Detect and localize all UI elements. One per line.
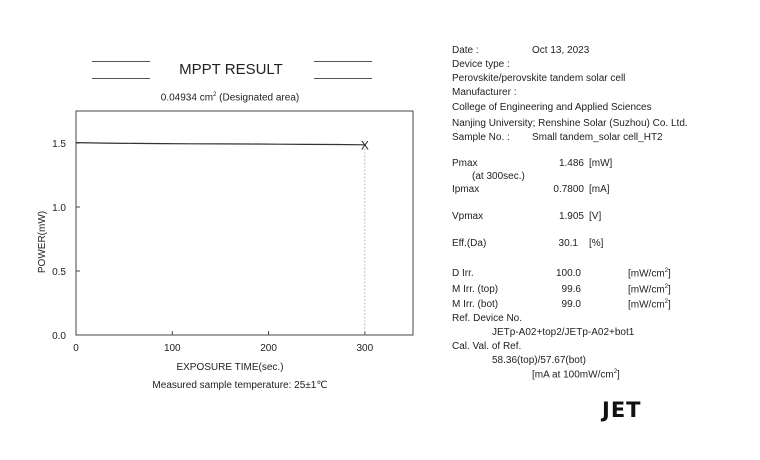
pmax-unit: [mW]: [589, 158, 613, 169]
d-irr-unit-end: ]: [668, 268, 671, 280]
cal-val-label: Cal. Val. of Ref.: [452, 341, 522, 352]
cal-unit-end: ]: [617, 369, 620, 381]
m-irr-top-unit: [628, 284, 671, 295]
chart-title: MPPT RESULT: [179, 61, 283, 78]
device-type-label: Device type :: [452, 59, 510, 70]
ipmax-label: Ipmax: [452, 184, 480, 195]
manufacturer-line-2: Nanjing University; Renshine Solar (Suzhou) Co. Ltd.: [452, 118, 688, 129]
sample-label: Sample No. :: [452, 132, 510, 143]
ipmax-value: 0.7800: [553, 184, 584, 195]
d-irr-unit-sup: 2: [664, 268, 668, 274]
m-irr-top-unit-end: ]: [668, 284, 671, 296]
m-irr-bot-unit-sup: 2: [664, 299, 668, 305]
device-type-value: Perovskite/perovskite tandem solar cell: [452, 73, 626, 84]
y-tick-label-1: 0.5: [52, 267, 66, 278]
jet-logo: JET: [602, 398, 642, 422]
max-power-marker: X: [360, 138, 369, 153]
cal-val-unit: [532, 369, 620, 380]
x-axis-label: EXPOSURE TIME(sec.): [176, 362, 284, 373]
y-tick-label-2: 1.0: [52, 203, 66, 214]
x-tick-label-2: 200: [260, 343, 277, 354]
manufacturer-line-1: College of Engineering and Applied Sciences: [452, 102, 652, 113]
vpmax-value: 1.905: [558, 211, 584, 222]
date-value: Oct 13, 2023: [532, 45, 590, 56]
vpmax-label: Vpmax: [452, 211, 484, 222]
m-irr-top-value: 99.6: [561, 284, 581, 295]
m-irr-bot-label: M Irr. (bot): [452, 299, 499, 310]
chart-marks: [52, 138, 374, 354]
vpmax-unit: [V]: [589, 211, 602, 222]
x-tick-label-3: 300: [356, 343, 374, 354]
ref-device-label: Ref. Device No.: [452, 313, 523, 324]
m-irr-top-label: M Irr. (top): [452, 284, 499, 295]
d-irr-unit: [628, 268, 671, 279]
y-tick-label-3: 1.5: [52, 139, 66, 150]
d-irr-label: D Irr.: [452, 268, 474, 279]
x-tick-label-1: 100: [163, 343, 181, 354]
efficiency-label: Eff.(Da): [452, 238, 487, 249]
temperature-note: Measured sample temperature: 25±1℃: [152, 380, 328, 391]
x-tick-label-0: 0: [73, 343, 79, 354]
cal-val-value: 58.36(top)/57.67(bot): [492, 355, 586, 366]
series-line-0: [76, 143, 365, 145]
m-irr-bot-unit-text: [mW/cm: [628, 299, 665, 311]
d-irr-unit-text: [mW/cm: [628, 268, 665, 280]
pmax-time-note: (at 300sec.): [472, 171, 525, 182]
m-irr-top-unit-sup: 2: [664, 284, 668, 290]
m-irr-top-unit-text: [mW/cm: [628, 284, 665, 296]
ref-device-value: JETp-A02+top2/JETp-A02+bot1: [492, 327, 635, 338]
d-irr-value: 100.0: [555, 268, 581, 279]
cal-unit-text: [mA at 100mW/cm: [532, 369, 614, 381]
ipmax-unit: [mA]: [589, 184, 610, 195]
cal-unit-sup: 2: [613, 369, 618, 375]
efficiency-unit: [%]: [589, 238, 604, 249]
m-irr-bot-unit-end: ]: [668, 299, 671, 311]
area-unit-superscript: 2: [213, 92, 217, 98]
y-axis-label: POWER(mW): [37, 210, 48, 274]
m-irr-bot-value: 99.0: [561, 299, 581, 310]
pmax-value: 1.486: [558, 158, 584, 169]
m-irr-bot-unit: [628, 299, 671, 310]
efficiency-value: 30.1: [558, 238, 578, 249]
manufacturer-label: Manufacturer :: [452, 87, 517, 98]
pmax-label: Pmax: [452, 158, 478, 169]
area-suffix: (Designated area): [216, 92, 300, 104]
y-tick-label-0: 0.0: [52, 331, 66, 342]
area-value: 0.04934 cm: [160, 92, 214, 104]
date-label: Date :: [452, 45, 479, 56]
sample-value: Small tandem_solar cell_HT2: [532, 132, 663, 143]
